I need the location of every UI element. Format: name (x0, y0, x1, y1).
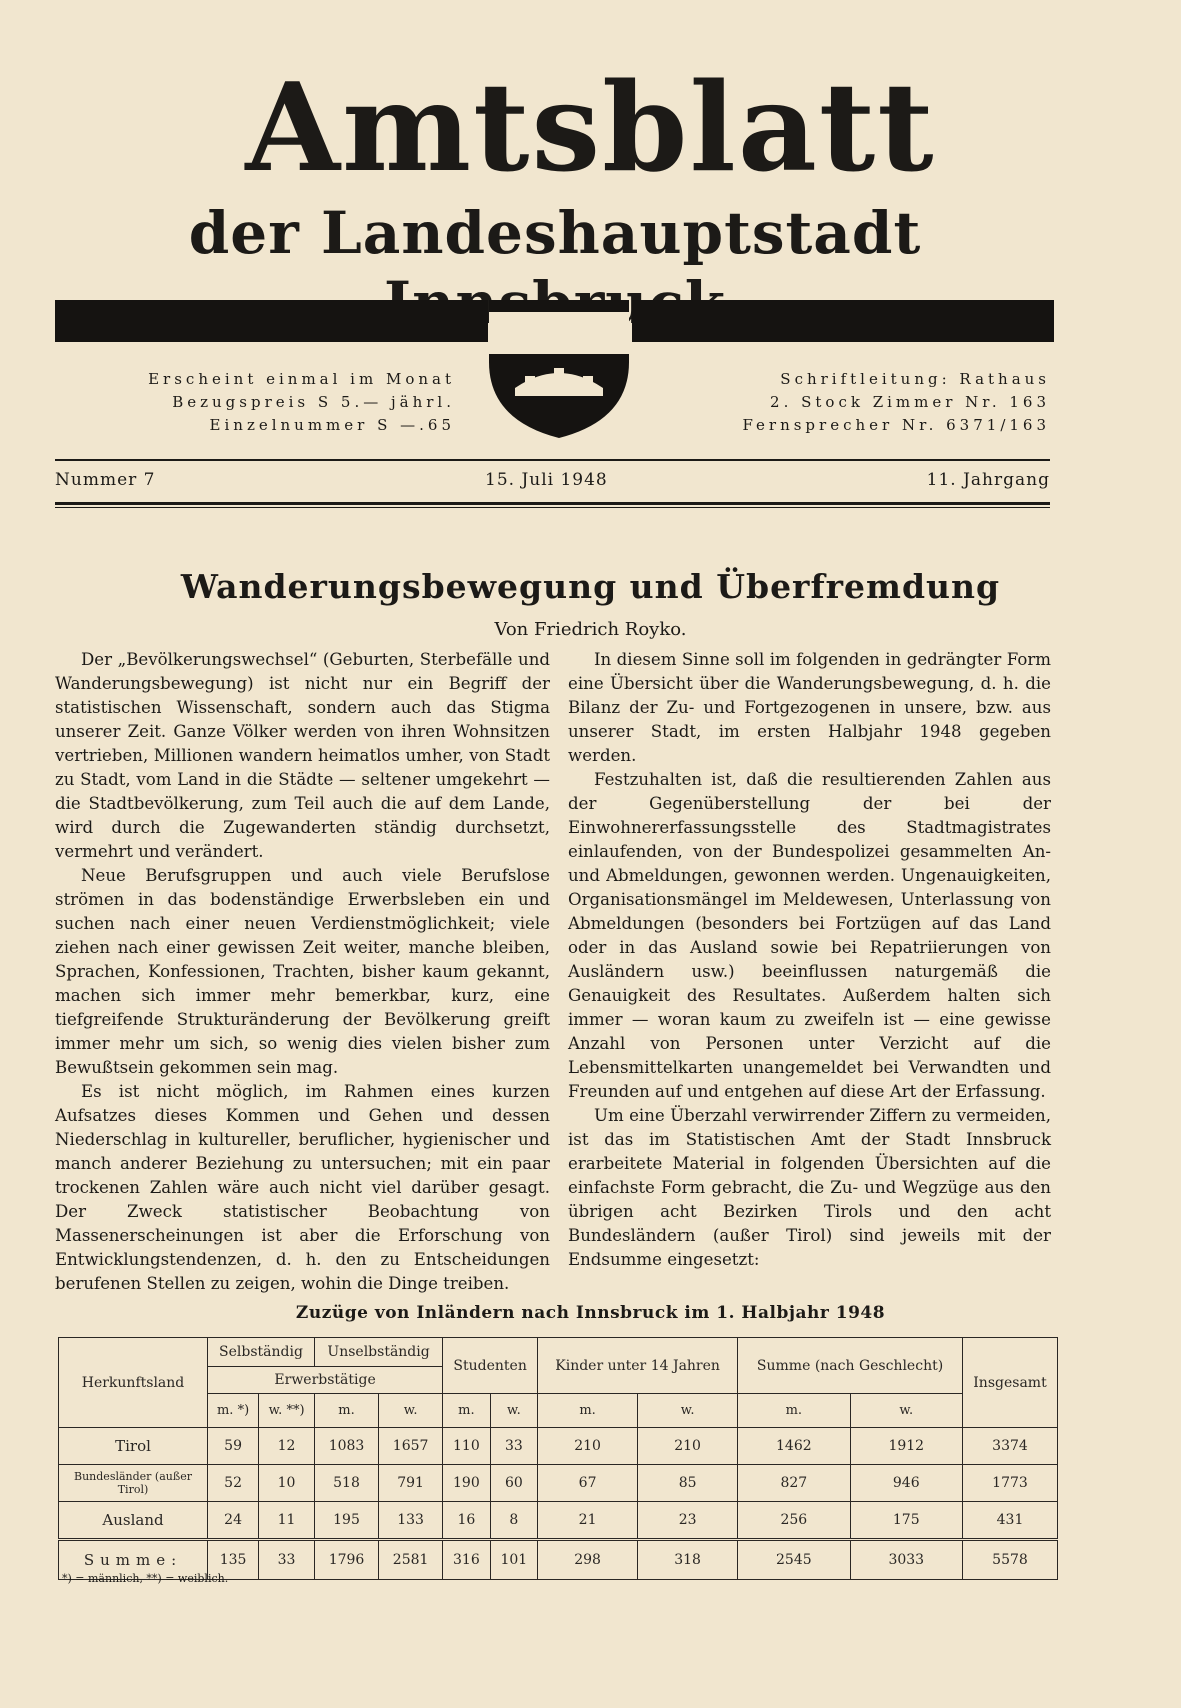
table-cell: 3033 (850, 1540, 962, 1580)
table-cell: 67 (538, 1465, 638, 1502)
column-header-male: m. (443, 1394, 490, 1428)
row-label: Ausland (59, 1502, 208, 1540)
info-line: 2. Stock Zimmer Nr. 163 (770, 393, 1050, 411)
table-row (59, 1502, 1058, 1540)
table-cell: 8 (490, 1502, 537, 1540)
table-cell: 2581 (379, 1540, 443, 1580)
divider (55, 507, 1050, 508)
coat-of-arms-icon (485, 292, 633, 442)
table-cell: 316 (443, 1540, 490, 1580)
row-label: Tirol (59, 1428, 208, 1465)
table-cell: 5578 (962, 1540, 1057, 1580)
column-header-female: w. **) (259, 1394, 315, 1428)
table-cell: 210 (638, 1428, 738, 1465)
paragraph: Es ist nicht möglich, im Rahmen eines kurzen Aufsatzes dieses Kommen und Gehen und dessen Niederschlag in kultureller, beruflicher, hygienischer und manch anderer Beziehung zu untersuchen; mit ein paar trockenen Zahlen wäre auch nicht viel darüber gesagt. Der Zweck statistischer Beobachtung von Massenerscheinungen ist aber die Erforschung von Entwicklungstendenzen, d. h. den zu Entscheidungen berufenen Stellen zu zeigen, wohin die Dinge treiben. (55, 1082, 550, 1293)
table-cell: 318 (638, 1540, 738, 1580)
table-cell: 431 (962, 1502, 1057, 1540)
column-header-self-employed: Selbständig (208, 1338, 315, 1367)
column-header-male: m. (538, 1394, 638, 1428)
table-row (59, 1428, 1058, 1465)
table-cell: 60 (490, 1465, 537, 1502)
table-cell: 518 (314, 1465, 378, 1502)
info-line: Erscheint einmal im Monat (148, 370, 455, 388)
table-cell: 298 (538, 1540, 638, 1580)
subscription-info (55, 368, 455, 437)
table-cell: 59 (208, 1428, 259, 1465)
divider (55, 459, 1050, 461)
table-cell: 1657 (379, 1428, 443, 1465)
column-header-male: m. *) (208, 1394, 259, 1428)
table-cell: 135 (208, 1540, 259, 1580)
masthead-bar-left (55, 300, 488, 342)
article-headline: Wanderungsbewegung und Überfremdung (180, 567, 1001, 606)
table-cell: 23 (638, 1502, 738, 1540)
info-line: Einzelnummer S —.65 (209, 416, 455, 434)
statistics-table (58, 1337, 1058, 1580)
article-author: Von Friedrich Royko. (494, 619, 687, 640)
table-cell: 1912 (850, 1428, 962, 1465)
masthead-title: Amtsblatt (245, 55, 936, 199)
paragraph: Festzuhalten ist, daß die resultierenden Zahlen aus der Gegenüberstellung der bei der Einwohnererfassungsstelle des Stadtmagistrates einlaufenden, von der Bundespolizei gesammelten An- und Abmeldungen, gewonnen werden. Ungenauigkeiten, Organisationsmängel im Meldewesen, Unterlassung von Abmeldungen (besonders bei Fortzügen auf das Land oder in das Ausland sowie bei Repatriierungen von Ausländern usw.) beeinflussen naturgemäß die Genauigkeit des Resultates. Außerdem halten sich immer — woran kaum zu zweifeln ist — eine gewisse Anzahl von Personen unter Verzicht auf die Lebensmittelkarten unangemeldet bei Verwandten und Freunden auf und entgehen auf diese Art der Erfassung. (568, 770, 1051, 1101)
table-cell: 12 (259, 1428, 315, 1465)
info-line: Schriftleitung: Rathaus (780, 370, 1050, 388)
paragraph: Um eine Überzahl verwirrender Ziffern zu vermeiden, ist das im Statistischen Amt der Stadt Innsbruck erarbeitete Material in folgenden Übersichten auf die einfachste Form gebracht, die Zu- und Wegzüge aus den übrigen acht Bezirken Tirols und den acht Bundesländern (außer Tirol) sind jeweils mit der Endsumme eingesetzt: (568, 1106, 1051, 1269)
masthead-subtitle: der Landeshauptstadt (188, 199, 922, 267)
table-cell: 133 (379, 1502, 443, 1540)
table-cell: 1083 (314, 1428, 378, 1465)
table-cell: 190 (443, 1465, 490, 1502)
column-header-female: w. (490, 1394, 537, 1428)
table-cell: 827 (738, 1465, 850, 1502)
table-cell: 1796 (314, 1540, 378, 1580)
column-header-female: w. (850, 1394, 962, 1428)
table-cell: 11 (259, 1502, 315, 1540)
column-header-earners: Erwerbstätige (208, 1367, 443, 1394)
info-line: Bezugspreis S 5.— jährl. (172, 393, 455, 411)
table-cell: 33 (259, 1540, 315, 1580)
column-header-origin: Herkunftsland (59, 1338, 208, 1428)
column-header-female: w. (638, 1394, 738, 1428)
table-cell: 101 (490, 1540, 537, 1580)
table-cell: 16 (443, 1502, 490, 1540)
info-line: Fernsprecher Nr. 6371/163 (742, 416, 1050, 434)
table-cell: 256 (738, 1502, 850, 1540)
column-header-students: Studenten (443, 1338, 538, 1394)
column-header-male: m. (314, 1394, 378, 1428)
table-cell: 210 (538, 1428, 638, 1465)
table-title: Zuzüge von Inländern nach Innsbruck im 1. Halbjahr 1948 (295, 1303, 886, 1323)
row-label: Bundesländer (außer Tirol) (59, 1465, 208, 1502)
issue-number: Nummer 7 (55, 470, 156, 490)
column-header-female: w. (379, 1394, 443, 1428)
table-cell: 33 (490, 1428, 537, 1465)
article-column-left (55, 648, 550, 1296)
table-cell: 3374 (962, 1428, 1057, 1465)
table-row (59, 1465, 1058, 1502)
column-header-employed: Unselbständig (314, 1338, 442, 1367)
table-cell: 195 (314, 1502, 378, 1540)
row-label: Summe: (59, 1540, 208, 1580)
issue-line (55, 470, 1050, 496)
column-header-total: Insgesamt (962, 1338, 1057, 1428)
divider (55, 502, 1050, 505)
column-header-male: m. (738, 1394, 850, 1428)
issue-date: 15. Juli 1948 (485, 470, 608, 490)
issue-volume: 11. Jahrgang (926, 470, 1050, 490)
table-cell: 175 (850, 1502, 962, 1540)
table-cell: 110 (443, 1428, 490, 1465)
paragraph: Der „Bevölkerungswechsel“ (Geburten, Sterbefälle und Wanderungsbewegung) ist nicht nur ein Begriff der statistischen Wissenschaft, sondern auch das Stigma unserer Zeit. Ganze Völker werden von ihren Wohnsitzen vertrieben, Millionen wandern heimatlos umher, von Stadt zu Stadt, vom Land in die Städte — seltener umgekehrt — die Stadtbevölkerung, zum Teil auch die auf dem Lande, wird durch die Zugewanderten ständig durchsetzt, vermehrt und verändert. (55, 650, 550, 861)
paragraph: Neue Berufsgruppen und auch viele Berufslose strömen in das bodenständige Erwerbsleben ein und suchen nach einer neuen Verdienstmöglichkeit; viele ziehen nach einer gewissen Zeit weiter, manche bleiben, Sprachen, Konfessionen, Trachten, bisher kaum gekannt, machen sich immer mehr bemerkbar, kurz, eine tiefgreifende Strukturänderung der Bevölkerung greift immer mehr um sich, so wenig dies vielen bisher zum Bewußtsein gekommen sein mag. (55, 866, 550, 1077)
table-footnote: *) = männlich, **) = weiblich. (62, 1572, 229, 1585)
table-cell: 1773 (962, 1465, 1057, 1502)
table-cell: 24 (208, 1502, 259, 1540)
table-cell: 946 (850, 1465, 962, 1502)
table-cell: 21 (538, 1502, 638, 1540)
editorial-info (660, 368, 1050, 437)
article-column-right (568, 648, 1051, 1272)
table-cell: 52 (208, 1465, 259, 1502)
table-cell: 85 (638, 1465, 738, 1502)
table-cell: 1462 (738, 1428, 850, 1465)
column-header-sum-by-sex: Summe (nach Geschlecht) (738, 1338, 963, 1394)
table-cell: 10 (259, 1465, 315, 1502)
table-cell: 791 (379, 1465, 443, 1502)
paragraph: In diesem Sinne soll im folgenden in gedrängter Form eine Übersicht über die Wanderungsbewegung, d. h. die Bilanz der Zu- und Fortgezogenen in unsere, bzw. aus unserer Stadt, im ersten Halbjahr 1948 gegeben werden. (568, 650, 1051, 765)
column-header-children: Kinder unter 14 Jahren (538, 1338, 738, 1394)
masthead-bar-right (632, 300, 1054, 342)
table-cell: 2545 (738, 1540, 850, 1580)
